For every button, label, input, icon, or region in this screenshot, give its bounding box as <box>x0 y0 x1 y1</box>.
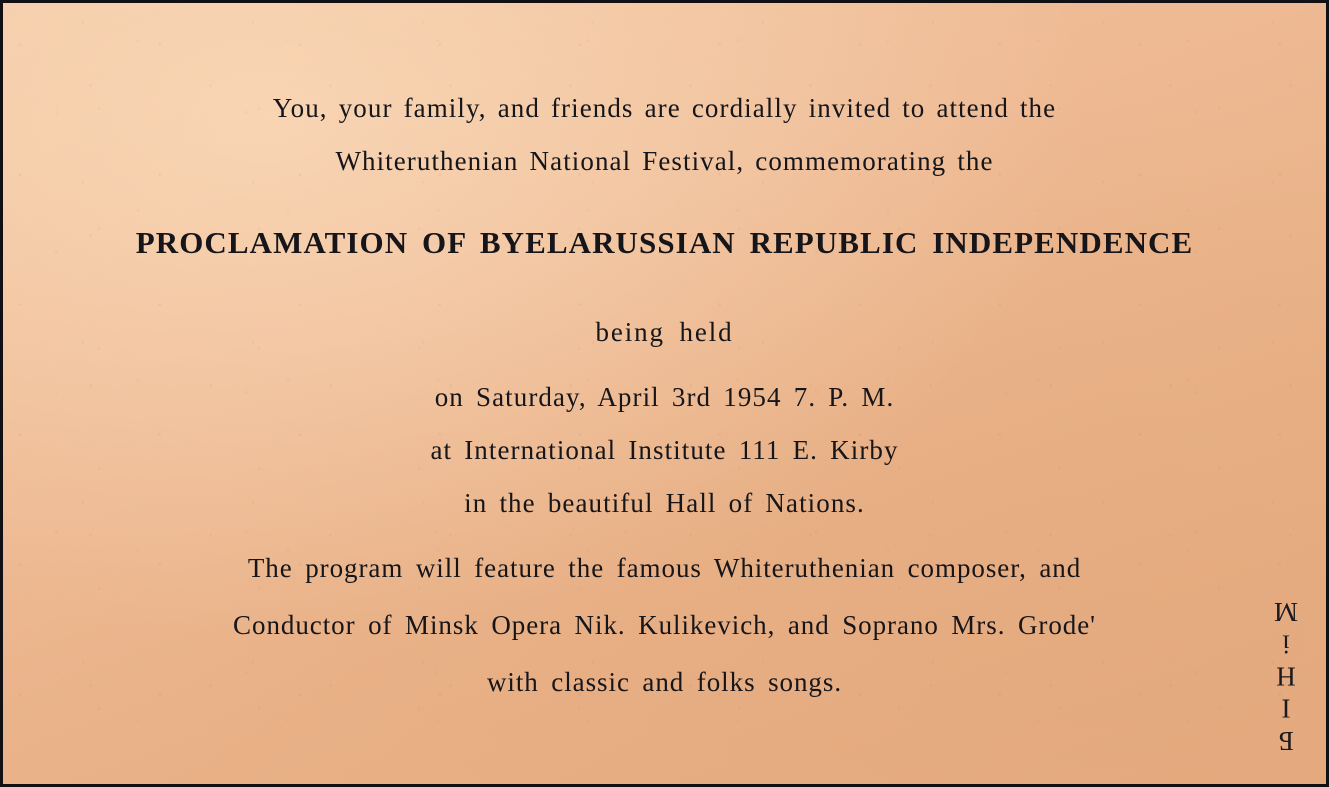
invitation-text-block <box>3 3 1326 698</box>
event-headline: PROCLAMATION OF BYELARUSSIAN REPUBLIC INDEPENDENCE <box>135 225 1194 260</box>
program-line-3: with classic and folks songs. <box>486 667 843 697</box>
being-held-label: being held <box>595 317 734 347</box>
event-hall: in the beautiful Hall of Nations. <box>464 488 865 518</box>
archive-watermark: БІНіМ <box>1271 595 1301 756</box>
event-datetime: on Saturday, April 3rd 1954 7. P. M. <box>434 382 895 412</box>
program-line-2: Conductor of Minsk Opera Nik. Kulikevich, and Soprano Mrs. Grode' <box>233 610 1096 640</box>
intro-line-1: You, your family, and friends are cordially invited to attend the <box>272 93 1057 123</box>
event-venue: at International Institute 111 E. Kirby <box>430 435 899 465</box>
intro-line-2: Whiteruthenian National Festival, commemorating the <box>335 146 994 176</box>
program-line-1: The program will feature the famous Whiteruthenian composer, and <box>247 553 1082 583</box>
